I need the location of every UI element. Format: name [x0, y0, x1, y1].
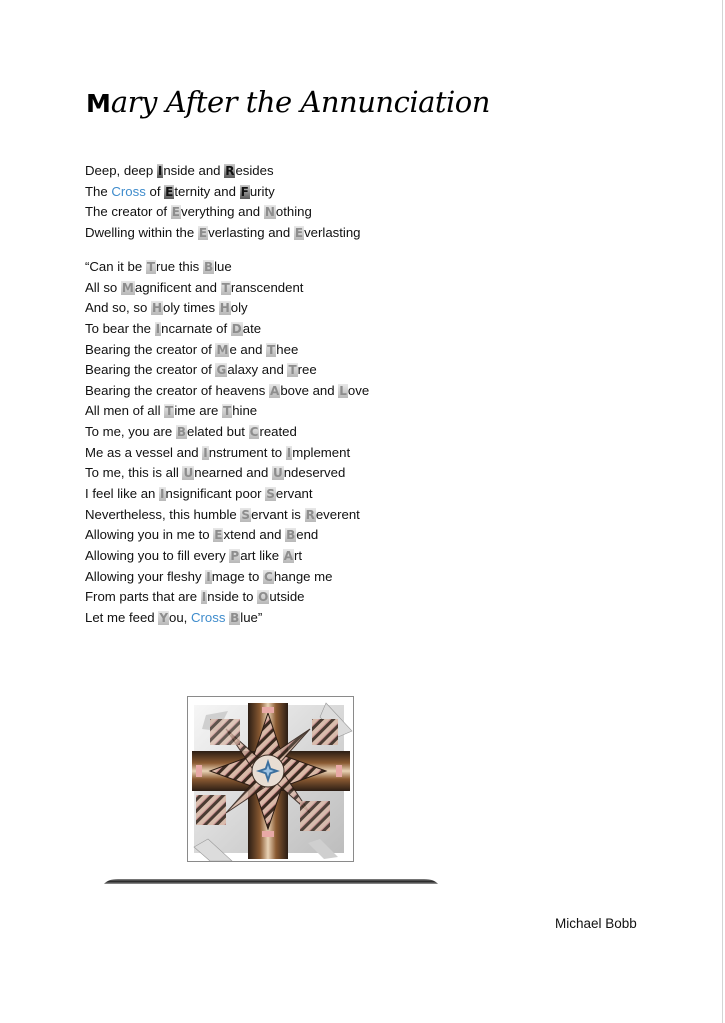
decorative-capital: I: [160, 487, 165, 502]
decorative-capital: I: [206, 569, 211, 584]
poem-line: [85, 484, 369, 505]
line-text: ervant is: [251, 506, 305, 522]
line-text: verlasting and: [208, 224, 294, 240]
kaleidoscope-art: [187, 696, 354, 862]
decorative-capital: S: [266, 487, 275, 502]
poem-line: [85, 505, 369, 526]
decorative-capital: F: [240, 184, 249, 199]
line-text: Dwelling within the: [85, 224, 198, 240]
line-text: end: [296, 527, 319, 543]
kaleidoscope-art-svg: [188, 697, 353, 861]
decorative-capital: I: [155, 321, 161, 336]
line-text: mplement: [292, 444, 351, 460]
poem-line: [85, 182, 361, 203]
poem-line: [85, 401, 369, 422]
line-text: mage to: [211, 568, 264, 584]
decorative-capital: E: [294, 225, 304, 240]
decorative-capital: E: [171, 205, 180, 220]
line-text: othing: [275, 204, 312, 220]
author-name: Michael Bobb: [555, 916, 637, 931]
stanza-2: [85, 257, 369, 629]
decorative-capital: C: [249, 425, 259, 440]
poem-line: [85, 257, 369, 278]
poem-title: [86, 85, 490, 119]
poem-line: [85, 587, 369, 608]
decorative-capital: U: [183, 466, 194, 481]
decorative-capital: T: [288, 363, 297, 378]
poem-line: [85, 463, 369, 484]
decorative-capital: L: [339, 383, 347, 398]
decorative-capital: I: [286, 445, 292, 460]
line-text: hine: [232, 403, 258, 419]
line-text: Bearing the creator of: [85, 362, 216, 378]
poem-line: [85, 422, 369, 443]
line-text: verything and: [180, 204, 264, 220]
line-text: nearned and: [194, 465, 272, 481]
decorative-capital: T: [165, 404, 174, 419]
line-text: xtend and: [223, 527, 286, 543]
line-text: everent: [315, 506, 360, 522]
line-text: Allowing you in me to: [85, 527, 214, 543]
line-text: hange me: [273, 568, 333, 584]
poem-line: [85, 223, 361, 244]
decorative-capital: I: [201, 590, 207, 605]
line-text: ranscendent: [230, 279, 304, 295]
poem-line: [85, 202, 361, 223]
line-text: esides: [235, 163, 274, 178]
line-text: Bearing the creator of: [85, 341, 216, 357]
line-text: rue this: [156, 259, 203, 274]
line-text: Allowing your fleshy: [85, 568, 206, 584]
line-text: nsignificant poor: [165, 486, 266, 502]
poem-line: [85, 608, 369, 629]
line-text: lue: [214, 259, 232, 274]
line-text: To me, you are: [85, 424, 176, 440]
line-text: All so: [85, 279, 121, 295]
line-text: ndeserved: [283, 465, 346, 481]
poem-line: [85, 525, 369, 546]
line-text: nside and: [163, 163, 225, 178]
line-text: ree: [297, 362, 317, 378]
decorative-capital: I: [157, 164, 163, 178]
decorative-capital: C: [264, 569, 273, 584]
decorative-capital: E: [198, 225, 208, 240]
line-text: lue”: [240, 609, 263, 625]
poem-line: [85, 443, 369, 464]
line-text: bove and: [280, 382, 339, 398]
line-text: nside to: [207, 589, 258, 605]
decorative-capital: T: [223, 404, 232, 419]
line-text: ove: [347, 382, 370, 398]
line-text: art like: [240, 547, 283, 563]
highlight-word: Cross: [191, 609, 226, 625]
line-text: oly times: [163, 300, 219, 316]
poem-line: [85, 298, 369, 319]
line-text: The: [85, 183, 112, 199]
poem-line: [85, 319, 369, 340]
poem-line: [85, 381, 369, 402]
line-text: ncarnate of: [161, 320, 231, 336]
decorative-capital: T: [267, 342, 276, 357]
line-text: Me as a vessel and: [85, 444, 203, 460]
poem-line: [85, 161, 361, 182]
line-text: nstrument to: [208, 444, 286, 460]
decorative-capital: A: [283, 548, 294, 563]
line-text: e and: [229, 341, 267, 357]
decorative-capital: I: [203, 445, 208, 460]
decorative-capital: M: [216, 342, 229, 357]
decorative-capital: T: [221, 280, 230, 295]
line-text: ternity and: [174, 183, 240, 199]
stanza-1: [85, 161, 361, 244]
decorative-capital: H: [151, 301, 163, 316]
decorative-capital: H: [219, 301, 230, 316]
decorative-capital: E: [214, 528, 223, 543]
line-text: Bearing the creator of heavens: [85, 382, 270, 398]
line-text: All men of all: [85, 403, 165, 419]
line-text: From parts that are: [85, 589, 201, 605]
decorative-capital: P: [230, 548, 240, 563]
decorative-capital: T: [146, 260, 156, 274]
decorative-capital: G: [216, 363, 227, 378]
highlight-word: Cross: [111, 183, 146, 199]
line-text: Allowing you to fill every: [85, 547, 230, 563]
line-text: reated: [259, 424, 297, 440]
line-text: elated but: [187, 424, 249, 440]
decorative-capital: E: [165, 184, 174, 199]
line-text: ime are: [174, 403, 222, 419]
line-text: agnificent and: [134, 279, 221, 295]
decorative-capital: R: [305, 507, 315, 522]
line-text: Let me feed: [85, 609, 159, 625]
decorative-capital: A: [270, 383, 280, 398]
decorative-capital: N: [264, 205, 275, 220]
poem-line: [85, 360, 369, 381]
poem-line: [85, 340, 369, 361]
decorative-capital: B: [230, 610, 240, 625]
decorative-capital: D: [231, 321, 242, 336]
line-text: To me, this is all: [85, 465, 183, 481]
decorative-capital: B: [203, 260, 214, 274]
line-text: rt: [294, 547, 303, 563]
decorative-capital: S: [241, 507, 251, 522]
line-text: verlasting: [304, 224, 361, 240]
line-text: oly: [230, 300, 248, 316]
decorative-capital: O: [258, 590, 269, 605]
page-edge: [722, 0, 723, 1023]
decorative-capital: M: [121, 280, 134, 295]
poem-line: [85, 546, 369, 567]
decorative-capital: B: [176, 425, 187, 440]
line-text: And so, so: [85, 300, 151, 316]
line-text: To bear the: [85, 320, 155, 336]
line-text: The creator of: [85, 204, 171, 220]
line-text: alaxy and: [227, 362, 288, 378]
line-text: ate: [242, 320, 262, 336]
line-text: “Can it be: [85, 259, 146, 274]
poem-line: [85, 278, 369, 299]
poem-line: [85, 567, 369, 588]
decorative-capital: B: [286, 528, 296, 543]
decorative-capital: R: [225, 164, 235, 178]
line-text: hee: [276, 341, 299, 357]
line-text: ervant: [275, 486, 313, 502]
line-text: of: [145, 183, 165, 199]
decorative-capital: Y: [159, 610, 169, 625]
line-text: Nevertheless, this humble: [85, 506, 241, 522]
line-text: utside: [269, 589, 305, 605]
shadow-divider: [104, 878, 438, 886]
line-text: ou,: [169, 609, 192, 625]
line-text: urity: [249, 183, 275, 199]
title-initial: M: [86, 89, 111, 118]
line-text: Deep, deep: [85, 163, 157, 178]
line-text: I feel like an: [85, 486, 160, 502]
decorative-capital: U: [272, 466, 283, 481]
title-text: ary After the Annunciation: [110, 85, 490, 119]
